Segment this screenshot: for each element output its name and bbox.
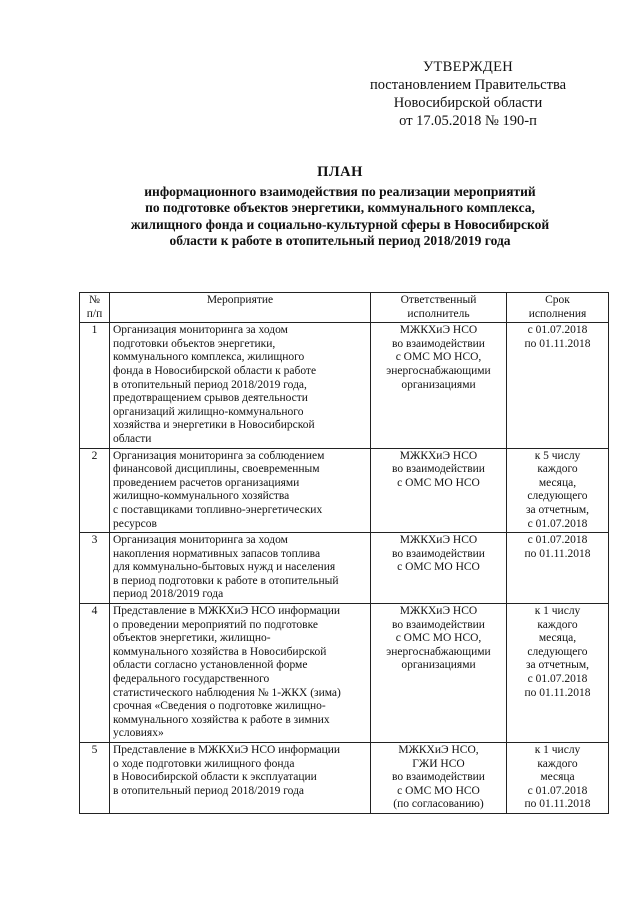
measure-line: в отопительный период 2018/2019 года [113,784,305,797]
measure-line: хозяйства и энергетики в Новосибирской [113,419,315,432]
measure-line: в отопительный период 2018/2019 года, [113,378,307,391]
header-num [80,293,110,323]
deadline-line: за отчетным, [525,503,590,516]
deadline-cell [507,743,609,814]
measure-line: подготовки объектов энергетики, [113,337,276,350]
executor-line: с ОМС МО НСО, [395,351,482,364]
row-number: 3 [80,533,110,604]
measure-line: проведением расчетов организациями [113,476,300,489]
measure-line: организаций жилищно-коммунального [113,405,304,418]
measure-line: коммунального хозяйства к работе в зимних [113,713,330,726]
executor-line: МЖКХиЭ НСО [399,324,478,337]
executor-line: во взаимодействии [392,771,485,784]
executor-line: организациями [401,378,476,391]
measure-line: статистического наблюдения № 1-ЖКХ (зима) [113,686,341,699]
deadline-cell [507,604,609,743]
executor-cell [371,533,507,604]
measure-cell [110,743,371,814]
executor-line: организациями [401,659,476,672]
header-measure [110,293,371,323]
deadline-cell [507,448,609,533]
measure-line: с поставщиками топливно-энергетических [113,503,323,516]
deadline-line: каждого [537,757,578,770]
measure-line: области согласно установленной форме [113,659,308,672]
table-row [80,743,609,814]
executor-line: ГЖИ НСО [412,757,465,770]
deadline-line: месяца [540,771,575,784]
approval-issuer: постановлением Правительства [369,77,567,93]
measure-line: в период подготовки к работе в отопительный [113,574,339,587]
approval-region: Новосибирской области [393,95,543,111]
measure-line: условиях» [113,727,164,740]
executor-line: МЖКХиЭ НСО [399,534,478,547]
approval-block [358,58,578,130]
deadline-line: с 01.07.2018 [527,784,588,797]
executor-cell [371,323,507,448]
document-title: ПЛАН [317,164,363,180]
measure-line: в Новосибирской области к эксплуатации [113,771,317,784]
header-deadline-line: исполнения [528,307,587,320]
row-number: 4 [80,604,110,743]
measure-line: срочная «Сведения о подготовке жилищно- [113,700,326,713]
deadline-line: к 5 числу [534,449,581,462]
deadline-line: следующего [527,490,588,503]
executor-line: МЖКХиЭ НСО [399,449,478,462]
table-row [80,323,609,448]
executor-line: энергоснабжающими [386,364,491,377]
deadline-cell [507,323,609,448]
header-num-line: № [89,294,100,306]
executor-cell [371,448,507,533]
measure-cell [110,533,371,604]
measure-line: для коммунально-бытовых нужд и населения [113,561,336,574]
measure-cell [110,448,371,533]
deadline-line: по 01.11.2018 [524,337,591,350]
measure-line: Представление в МЖКХиЭ НСО информации [113,744,341,756]
executor-line: с ОМС МО НСО, [395,632,482,645]
deadline-line: за отчетным, [525,659,590,672]
deadline-line: к 1 числу [534,744,581,756]
table-row [80,604,609,743]
deadline-line: месяца, [538,632,577,645]
executor-line: во взаимодействии [392,547,485,560]
measure-line: жилищно-коммунального хозяйства [113,490,290,503]
measure-line: коммунального комплекса, жилищного [113,351,305,364]
header-num-line: п/п [86,307,103,320]
measure-line: Представление в МЖКХиЭ НСО информации [113,605,341,618]
executor-line: во взаимодействии [392,618,485,631]
executor-line: с ОМС МО НСО [397,784,480,797]
deadline-line: с 01.07.2018 [527,673,588,686]
header-deadline [507,293,609,323]
measure-cell [110,604,371,743]
executor-line: (по согласованию) [393,798,484,811]
executor-cell [371,604,507,743]
row-number: 2 [80,448,110,533]
row-number: 5 [80,743,110,814]
deadline-line: с 01.07.2018 [527,534,588,547]
deadline-cell [507,533,609,604]
executor-cell [371,743,507,814]
measure-line: о ходе подготовки жилищного фонда [113,757,295,770]
executor-line: с ОМС МО НСО [397,476,480,489]
deadline-line: с 01.07.2018 [527,324,588,337]
document-subtitle-line: области к работе в отопительный период 2018/2019 года [169,233,511,248]
measure-line: федерального государственного [113,673,270,686]
executor-line: во взаимодействии [392,337,485,350]
measure-line: о проведении мероприятий по подготовке [113,618,319,631]
deadline-line: следующего [527,645,588,658]
deadline-line: по 01.11.2018 [524,798,591,811]
measure-line: Организация мониторинга за соблюдением [113,449,325,462]
row-number: 1 [80,323,110,448]
deadline-line: по 01.11.2018 [524,686,591,699]
header-executor-line: Ответственный [400,294,477,306]
table-header-row [80,293,609,323]
document-heading [80,164,600,250]
measure-line: накопления нормативных запасов топлива [113,547,321,560]
measure-cell [110,323,371,448]
executor-line: МЖКХиЭ НСО [399,605,478,618]
measure-line: финансовой дисциплины, своевременным [113,463,320,476]
measure-line: ресурсов [113,517,157,530]
executor-line: МЖКХиЭ НСО, [398,744,479,756]
deadline-line: каждого [537,463,578,476]
plan-table [79,292,609,814]
document-subtitle-line: по подготовке объектов энергетики, коммунального комплекса, [145,200,535,215]
table-row [80,533,609,604]
executor-line: энергоснабжающими [386,645,491,658]
document-subtitle-line: жилищного фонда и социально-культурной сферы в Новосибирской [130,216,550,232]
measure-line: коммунального хозяйства в Новосибирской [113,645,327,658]
header-measure-line: Мероприятие [206,294,274,306]
measure-line: Организация мониторинга за ходом [113,534,288,547]
executor-line: с ОМС МО НСО [397,561,480,574]
deadline-line: к 1 числу [534,605,581,618]
header-executor [371,293,507,323]
deadline-line: с 01.07.2018 [527,517,588,530]
executor-line: во взаимодействии [392,463,485,476]
plan-table-body [80,323,609,814]
deadline-line: каждого [537,618,578,631]
deadline-line: по 01.11.2018 [524,547,591,560]
header-executor-line: исполнитель [407,307,470,320]
approval-status: УТВЕРЖДЕН [422,59,514,75]
document-subtitle-line: информационного взаимодействия по реализации мероприятий [144,183,536,199]
measure-line: Организация мониторинга за ходом [113,324,288,337]
measure-line: области [113,432,152,445]
header-deadline-line: Срок [545,294,570,306]
deadline-line: месяца, [538,476,577,489]
measure-line: предотвращением срывов деятельности [113,392,308,405]
measure-line: объектов энергетики, жилищно- [113,632,271,645]
table-row [80,448,609,533]
measure-line: период 2018/2019 года [113,588,224,601]
measure-line: фонда в Новосибирской области к работе [113,364,317,377]
approval-date-number: от 17.05.2018 № 190-п [399,113,537,129]
